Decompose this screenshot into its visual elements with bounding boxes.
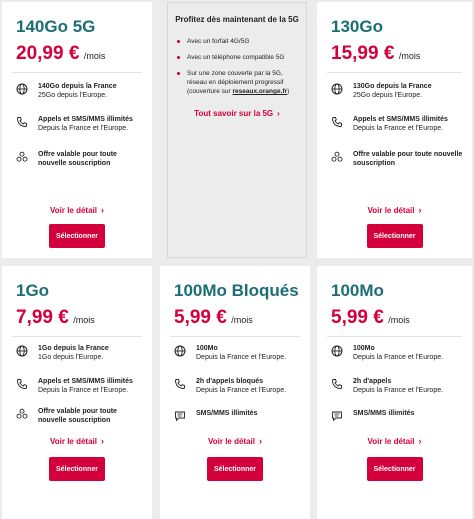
price-unit: /mois	[231, 315, 253, 325]
offer-icon	[331, 151, 343, 163]
feature-title: SMS/MMS illimités	[196, 410, 258, 417]
details-link[interactable]	[2, 436, 152, 446]
feature-title: 2h d'appels bloqués	[196, 378, 264, 385]
details-link[interactable]	[2, 205, 152, 215]
phone-icon	[16, 378, 28, 390]
bullet-icon	[177, 56, 180, 59]
feature-calls	[331, 115, 464, 133]
feature-calls	[331, 377, 464, 395]
details-link[interactable]	[160, 436, 310, 446]
bullet-icon	[177, 72, 180, 75]
promo-more-link-label: Tout savoir sur la 5G	[194, 109, 274, 118]
feature-offer	[16, 407, 144, 425]
price-unit: /mois	[388, 315, 410, 325]
feature-sub: Depuis la France et l'Europe.	[353, 387, 444, 394]
details-link-label: Voir le détail	[367, 437, 415, 446]
details-link[interactable]	[317, 205, 472, 215]
divider	[12, 336, 142, 337]
feature-sub: Depuis la France et l'Europe.	[353, 125, 444, 132]
feature-sub: Depuis la France et l'Europe.	[196, 387, 287, 394]
sms-icon	[331, 410, 343, 422]
feature-title: Offre valable pour toute nouvelle souscription	[38, 408, 117, 424]
promo-item-text: Avec un forfait 4G/5G	[187, 38, 250, 45]
select-button[interactable]: Sélectionner	[49, 457, 105, 481]
plan-card-100mo	[317, 266, 472, 519]
chevron-right-icon: ›	[100, 436, 104, 446]
plan-card-130go	[317, 2, 472, 258]
feature-sub: Depuis la France et l'Europe.	[196, 354, 287, 361]
feature-sms	[174, 409, 302, 422]
feature-title: Appels et SMS/MMS illimités	[38, 378, 133, 385]
promo-more-link[interactable]	[168, 109, 306, 118]
plan-card-140go-5g	[2, 2, 152, 258]
sms-icon	[174, 410, 186, 422]
select-button[interactable]: Sélectionner	[207, 457, 263, 481]
details-link-label: Voir le détail	[367, 206, 415, 215]
details-link-label: Voir le détail	[208, 437, 255, 446]
coverage-link[interactable]: reseaux.orange.fr	[232, 88, 288, 95]
plan-price	[331, 307, 410, 329]
globe-icon	[331, 83, 343, 95]
feature-sms	[331, 409, 464, 422]
plan-price	[16, 43, 105, 65]
feature-calls	[174, 377, 302, 395]
feature-title: Offre valable pour toute nouvelle souscription	[353, 151, 463, 167]
price-amount: 20,99 €	[16, 43, 80, 64]
feature-data	[331, 82, 464, 100]
price-amount: 15,99 €	[331, 43, 395, 64]
feature-sub: Depuis la France et l'Europe.	[353, 354, 444, 361]
feature-title: 1Go depuis la France	[38, 345, 109, 352]
offer-icon	[16, 408, 28, 420]
plan-card-100mo-bloques	[160, 266, 310, 519]
feature-title: 2h d'appels	[353, 378, 392, 385]
feature-offer	[331, 150, 464, 168]
promo-title: Profitez dès maintenant de la 5G	[175, 15, 299, 24]
divider	[327, 336, 462, 337]
divider	[327, 72, 462, 73]
feature-sub: 25Go depuis l'Europe.	[38, 92, 108, 99]
select-button[interactable]: Sélectionner	[367, 457, 423, 481]
plan-price	[174, 307, 253, 329]
promo-5g-box	[167, 2, 307, 258]
feature-title: Offre valable pour toute nouvelle souscription	[38, 151, 117, 167]
plan-card-1go	[2, 266, 152, 519]
chevron-right-icon: ›	[418, 205, 422, 215]
promo-item	[187, 53, 300, 62]
plan-name: 100Mo Bloqués	[174, 281, 299, 300]
chevron-right-icon: ›	[258, 436, 262, 446]
feature-sub: Depuis la France et l'Europe.	[38, 387, 129, 394]
feature-sub: 1Go depuis l'Europe.	[38, 354, 104, 361]
phone-icon	[174, 378, 186, 390]
feature-calls	[16, 377, 144, 395]
select-button[interactable]: Sélectionner	[49, 224, 105, 248]
promo-item-suffix: )	[287, 88, 290, 95]
feature-title: 130Go depuis la France	[353, 83, 432, 90]
plan-name: 130Go	[331, 17, 383, 36]
chevron-right-icon: ›	[277, 109, 280, 118]
price-amount: 5,99 €	[331, 307, 384, 328]
feature-sub: 25Go depuis l'Europe.	[353, 92, 423, 99]
plan-price	[16, 307, 95, 329]
price-unit: /mois	[83, 51, 106, 61]
globe-icon	[16, 83, 28, 95]
feature-title: 140Go depuis la France	[38, 83, 117, 90]
promo-item	[187, 69, 300, 96]
price-amount: 7,99 €	[16, 307, 69, 328]
price-unit: /mois	[398, 51, 421, 61]
feature-title: 100Mo	[196, 345, 218, 352]
feature-title: SMS/MMS illimités	[353, 410, 415, 417]
feature-data	[16, 344, 144, 362]
promo-item	[187, 37, 300, 46]
promo-item-text: Avec un téléphone compatible 5G	[187, 54, 285, 61]
phone-icon	[331, 378, 343, 390]
phone-icon	[16, 116, 28, 128]
price-unit: /mois	[73, 315, 95, 325]
details-link-label: Voir le détail	[50, 437, 97, 446]
select-button[interactable]: Sélectionner	[367, 224, 423, 248]
details-link[interactable]	[317, 436, 472, 446]
feature-data	[174, 344, 302, 362]
phone-icon	[331, 116, 343, 128]
globe-icon	[331, 345, 343, 357]
feature-title: Appels et SMS/MMS illimités	[38, 116, 133, 123]
offer-icon	[16, 151, 28, 163]
details-link-label: Voir le détail	[50, 206, 97, 215]
feature-data	[16, 82, 144, 100]
bullet-icon	[177, 40, 180, 43]
feature-title: 100Mo	[353, 345, 375, 352]
plan-name: 140Go 5G	[16, 17, 96, 36]
divider	[170, 336, 300, 337]
plan-price	[331, 43, 420, 65]
promo-item-text: Sur une zone couverte par la 5G, réseau en déploiement progressif (couverture sur	[187, 70, 284, 95]
chevron-right-icon: ›	[100, 205, 104, 215]
feature-offer	[16, 150, 144, 168]
globe-icon	[174, 345, 186, 357]
feature-calls	[16, 115, 144, 133]
plan-name: 100Mo	[331, 281, 384, 300]
plan-name: 1Go	[16, 281, 50, 300]
chevron-right-icon: ›	[418, 436, 422, 446]
price-amount: 5,99 €	[174, 307, 227, 328]
divider	[12, 72, 142, 73]
globe-icon	[16, 345, 28, 357]
feature-sub: Depuis la France et l'Europe.	[38, 125, 129, 132]
feature-title: Appels et SMS/MMS illimités	[353, 116, 448, 123]
feature-data	[331, 344, 464, 362]
